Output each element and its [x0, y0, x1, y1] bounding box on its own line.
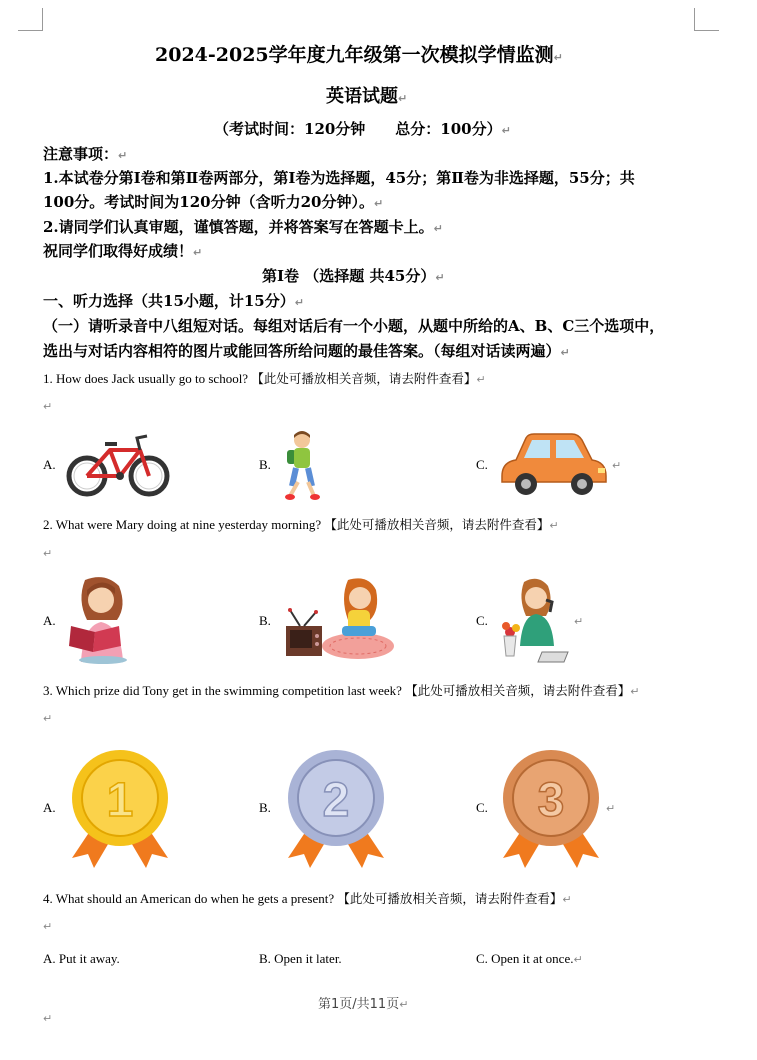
crop-mark-top-right	[694, 8, 719, 31]
walking-boy-icon	[282, 430, 322, 500]
q3-option-b[interactable]: B.	[259, 800, 271, 815]
gold-medal-icon	[66, 748, 174, 870]
medal-number: 3	[537, 774, 565, 827]
girl-watching-tv-icon	[282, 576, 397, 664]
question-2: 2. What were Mary doing at nine yesterday morning? 【此处可播放相关音频，请去附件查看】↵	[43, 517, 559, 532]
question-3: 3. Which prize did Tony get in the swimming competition last week? 【此处可播放相关音频，请去附件查看】↵	[43, 683, 640, 698]
q3-option-c[interactable]: C.	[476, 800, 488, 815]
page-footer: 第1页/共11页↵	[318, 997, 409, 1012]
notes-line-1b: 100分。考试时间为120分钟（含听力20分钟）。↵	[43, 193, 384, 211]
q2-option-a[interactable]: A.	[43, 613, 56, 628]
q4-option-b[interactable]: B. Open it later.	[259, 951, 342, 966]
section-title: 一、听力选择（共15小题，计15分）↵	[43, 292, 304, 310]
girl-reading-icon	[65, 576, 129, 664]
part-title: 第Ⅰ卷 （选择题 共45分）↵	[262, 267, 445, 285]
q4-option-a[interactable]: A. Put it away.	[43, 951, 120, 966]
car-icon	[498, 430, 610, 498]
para-mark: ↵	[606, 802, 616, 815]
empty-paragraph: ↵	[43, 400, 53, 413]
girl-on-phone-icon	[498, 576, 572, 664]
instructions-line-1: （一）请听录音中八组短对话。每组对话后有一个小题，从题中所给的A、B、C三个选项中，	[43, 317, 665, 335]
q1-option-b[interactable]: B.	[259, 457, 271, 472]
notes-heading: 注意事项：↵	[43, 145, 128, 163]
empty-paragraph: ↵	[43, 1012, 53, 1025]
notes-line-2: 2.请同学们认真审题，谨慎答题，并将答案写在答题卡上。↵	[43, 218, 443, 236]
exam-subject: 英语试题↵	[326, 86, 408, 107]
empty-paragraph: ↵	[43, 547, 53, 560]
para-mark: ↵	[612, 459, 622, 472]
q2-option-b[interactable]: B.	[259, 613, 271, 628]
q1-option-a[interactable]: A.	[43, 457, 56, 472]
notes-line-3: 祝同学们取得好成绩！↵	[43, 242, 203, 260]
empty-paragraph: ↵	[43, 712, 53, 725]
q3-option-a[interactable]: A.	[43, 800, 56, 815]
exam-info: （考试时间：120分钟 总分：100分）↵	[214, 120, 511, 138]
silver-medal-icon	[282, 748, 390, 870]
q4-option-c[interactable]: C. Open it at once.↵	[476, 951, 583, 966]
crop-mark-top-left	[18, 8, 43, 31]
notes-line-1: 1.本试卷分第Ⅰ卷和第Ⅱ卷两部分，第Ⅰ卷为选择题，45分；第Ⅱ卷为非选择题，55分；共	[43, 169, 635, 187]
instructions-line-2: 选出与对话内容相符的图片或能回答所给问题的最佳答案。（每组对话读两遍）↵	[43, 342, 570, 360]
bicycle-icon	[65, 428, 173, 500]
question-1: 1. How does Jack usually go to school? 【此处可播放相关音频，请去附件查看】↵	[43, 371, 486, 386]
empty-paragraph: ↵	[43, 920, 53, 933]
medal-number: 1	[106, 774, 134, 827]
q2-option-c[interactable]: C.	[476, 613, 488, 628]
q1-option-c[interactable]: C.	[476, 457, 488, 472]
question-4: 4. What should an American do when he gets a present? 【此处可播放相关音频，请去附件查看】↵	[43, 891, 572, 906]
para-mark: ↵	[574, 615, 584, 628]
exam-title: 2024-2025学年度九年级第一次模拟学情监测↵	[155, 44, 563, 66]
bronze-medal-icon	[497, 748, 605, 870]
medal-number: 2	[322, 774, 350, 827]
